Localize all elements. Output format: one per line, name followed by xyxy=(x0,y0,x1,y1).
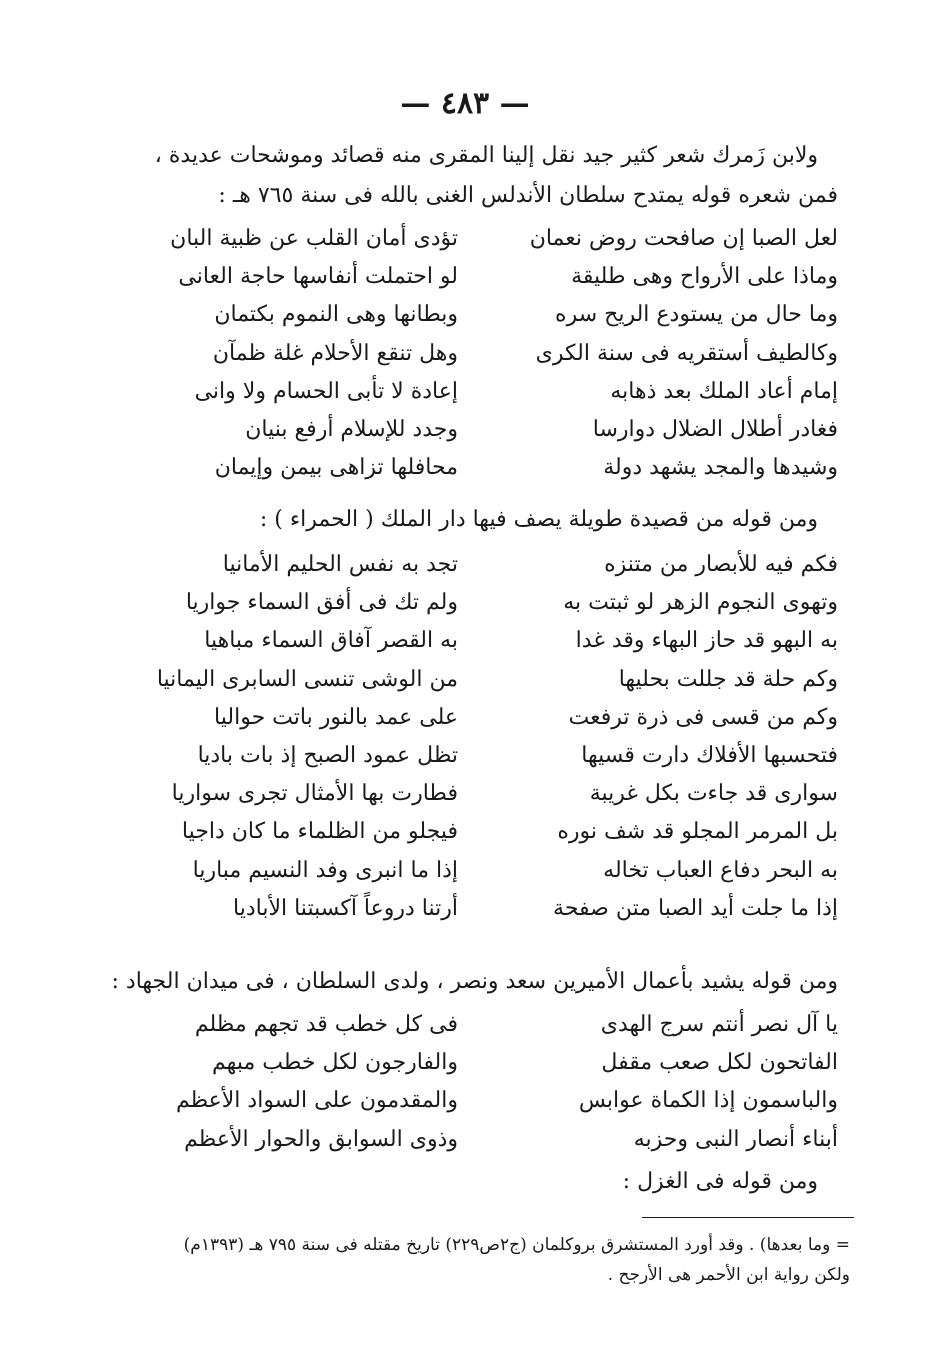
first-hemistich: إمام أعاد الملك بعد ذهابه xyxy=(610,378,838,404)
poem-1 xyxy=(138,220,838,487)
verse xyxy=(138,449,838,487)
verse xyxy=(138,1082,838,1120)
second-hemistich: فيجلو من الظلماء ما كان داجيا xyxy=(181,819,458,845)
verse xyxy=(138,661,838,699)
verse xyxy=(138,890,838,928)
intro-paragraph-4: ومن قوله فى الغزل : xyxy=(622,1169,818,1194)
intro-paragraph-2: ومن قوله من قصيدة طويلة يصف فيها دار الملك ( الحمراء ) : xyxy=(259,507,818,532)
verse xyxy=(138,1006,838,1044)
second-hemistich: والمقدمون على السواد الأعظم xyxy=(175,1088,458,1114)
first-hemistich: وكم من قسى فى ذرة ترفعت xyxy=(568,704,838,730)
second-hemistich: به القصر آفاق السماء مباهيا xyxy=(204,628,458,654)
first-hemistich: وكم حلة قد جللت بحليها xyxy=(618,666,838,692)
verse xyxy=(138,1121,838,1159)
second-hemistich: وجدد للإسلام أرفع بنيان xyxy=(245,416,458,442)
verse xyxy=(138,335,838,373)
second-hemistich: محافلها تزاهى بيمن وإيمان xyxy=(214,455,458,481)
verse xyxy=(138,1044,838,1082)
second-hemistich: تؤدى أمان القلب عن ظبية البان xyxy=(170,226,458,251)
first-hemistich: فتحسبها الأفلاك دارت قسيها xyxy=(581,742,838,768)
verse xyxy=(138,411,838,449)
poem-2 xyxy=(138,546,838,928)
verse xyxy=(138,813,838,851)
second-hemistich: تجد به نفس الحليم الأمانيا xyxy=(222,552,458,577)
first-hemistich: وما حال من يستودع الريح سره xyxy=(555,302,838,328)
second-hemistich: وذوى السوابق والحوار الأعظم xyxy=(184,1126,458,1152)
second-hemistich: فطارت بها الأمثال تجرى سواريا xyxy=(171,781,458,807)
footnote-line-2: ولكن رواية ابن الأحمر هى الأرجح . xyxy=(607,1265,850,1285)
verse xyxy=(138,852,838,890)
verse xyxy=(138,622,838,660)
second-hemistich: والفارجون لكل خطب مبهم xyxy=(212,1050,458,1076)
first-hemistich: والباسمون إذا الكماة عوابس xyxy=(578,1088,838,1114)
poem-3 xyxy=(138,1006,838,1159)
verse xyxy=(138,584,838,622)
second-hemistich: تظل عمود الصبح إذ بات باديا xyxy=(197,742,458,768)
second-hemistich: لو احتملت أنفاسها حاجة العانى xyxy=(178,264,458,290)
first-hemistich: الفاتحون لكل صعب مقفل xyxy=(601,1050,838,1076)
first-hemistich: إذا ما جلت أيد الصبا متن صفحة xyxy=(553,895,838,921)
second-hemistich: على عمد بالنور باتت حواليا xyxy=(214,704,458,730)
first-hemistich: وكالطيف أستقريه فى سنة الكرى xyxy=(535,340,838,366)
footnote-divider xyxy=(642,1217,854,1218)
second-hemistich: أرتنا دروعاً آكسبتنا الأباديا xyxy=(233,895,458,921)
first-hemistich: فغادر أطلال الضلال دوارسا xyxy=(592,416,838,442)
second-hemistich: فى كل خطب قد تجهم مظلم xyxy=(194,1012,458,1037)
verse xyxy=(138,699,838,737)
first-hemistich: سوارى قد جاءت بكل غريبة xyxy=(589,781,838,807)
first-hemistich: بل المرمر المجلو قد شف نوره xyxy=(557,819,838,845)
first-hemistich: أبناء أنصار النبى وحزبه xyxy=(633,1126,838,1152)
second-hemistich: من الوشى تنسى السابرى اليمانيا xyxy=(156,666,458,692)
verse xyxy=(138,373,838,411)
second-hemistich: وهل تنقع الأحلام غلة ظمآن xyxy=(212,340,458,366)
verse xyxy=(138,296,838,334)
page-number: — ٤٨٣ — xyxy=(400,86,530,121)
intro-paragraph-line-2: فمن شعره قوله يمتدح سلطان الأندلس الغنى بالله فى سنة ٧٦٥ هـ : xyxy=(218,183,838,208)
intro-paragraph-line-1: ولابن زَمرك شعر كثير جيد نقل إلينا المقرى منه قصائد وموشحات عديدة ، xyxy=(154,143,818,168)
first-hemistich: وماذا على الأرواح وهى طليقة xyxy=(571,264,838,290)
second-hemistich: إعادة لا تأبى الحسام ولا وانى xyxy=(194,378,458,404)
verse xyxy=(138,220,838,258)
verse xyxy=(138,737,838,775)
verse xyxy=(138,546,838,584)
second-hemistich: إذا ما انبرى وفد النسيم مباريا xyxy=(192,857,458,883)
first-hemistich: فكم فيه للأبصار من متنزه xyxy=(604,552,838,577)
footnote-line-1: = وما بعدها) . وقد أورد المستشرق بروكلمان (ج٢ص٢٢٩) تاريخ مقتله فى سنة ٧٩٥ هـ (١٣٩٣م) xyxy=(183,1235,850,1255)
first-hemistich: وشيدها والمجد يشهد دولة xyxy=(603,455,838,481)
verse xyxy=(138,775,838,813)
second-hemistich: ولم تك فى أفق السماء جواريا xyxy=(185,590,458,616)
first-hemistich: به البحر دفاع العباب تخاله xyxy=(603,857,838,883)
second-hemistich: وبطانها وهى النموم بكتمان xyxy=(214,302,458,328)
first-hemistich: وتهوى النجوم الزهر لو ثبتت به xyxy=(563,590,838,616)
intro-paragraph-3: ومن قوله يشيد بأعمال الأميرين سعد ونصر ، ولدى السلطان ، فى ميدان الجهاد : xyxy=(111,969,838,994)
first-hemistich: به البهو قد حاز البهاء وقد غدا xyxy=(575,628,838,654)
first-hemistich: يا آل نصر أنتم سرج الهدى xyxy=(600,1012,838,1037)
first-hemistich: لعل الصبا إن صافحت روض نعمان xyxy=(529,226,838,251)
verse xyxy=(138,258,838,296)
